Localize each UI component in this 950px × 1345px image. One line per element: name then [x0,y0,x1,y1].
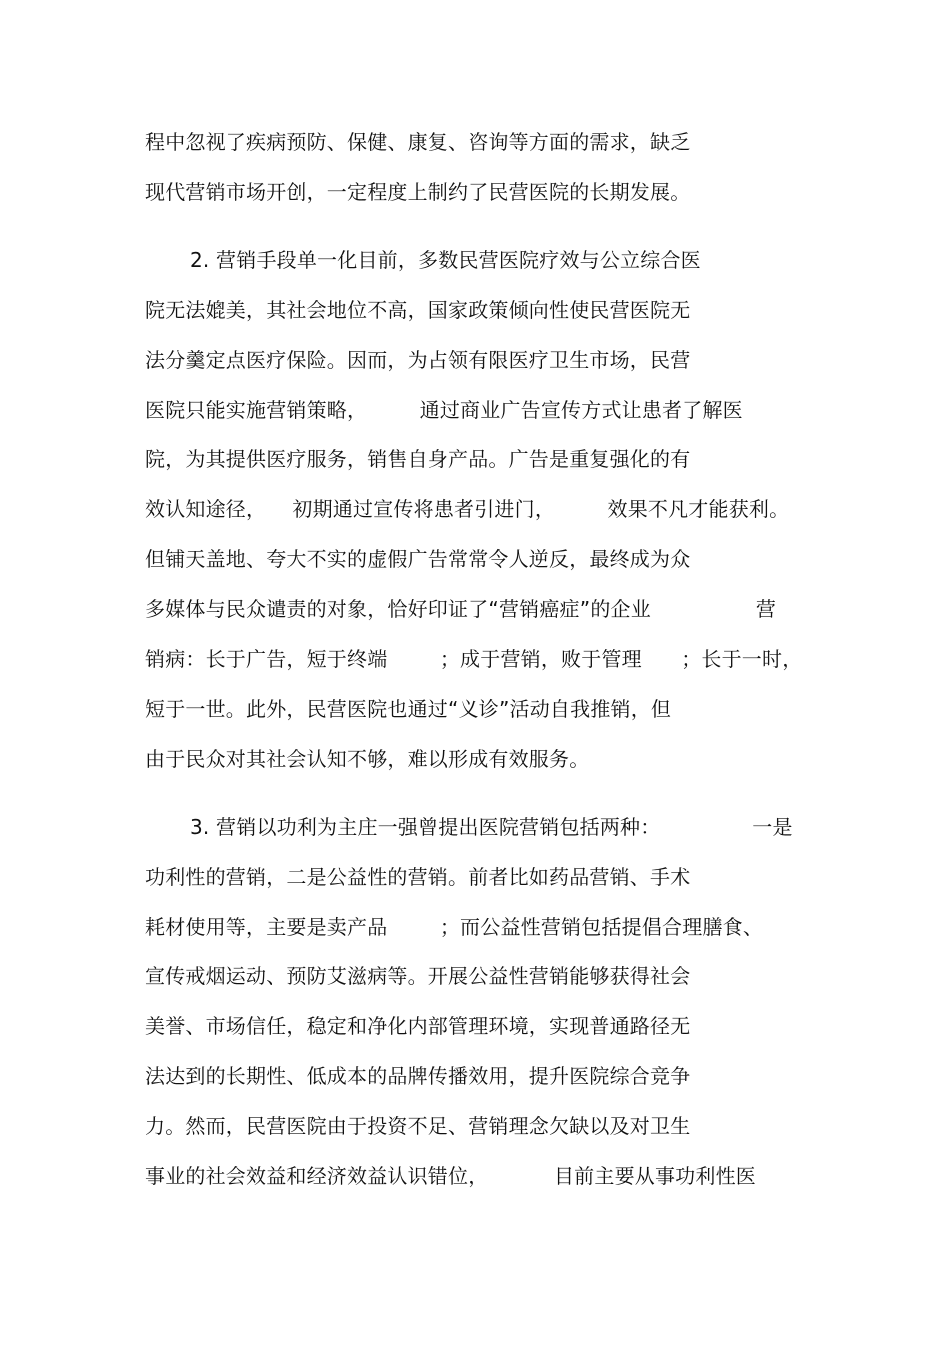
text-line: 法达到的长期性、低成本的品牌传播效用，提升医院综合竞争 [145,1064,691,1088]
text-line: 院，为其提供医疗服务，销售自身产品。广告是重复强化的有 [145,447,691,471]
text-line: 短于一世。此外，民营医院也通过“义诊”活动自我推销，但 [145,697,672,721]
text-line: 事业的社会效益和经济效益认识错位， 目前主要从事功利性医 [145,1164,756,1188]
text-line: 院无法媲美，其社会地位不高，国家政策倾向性使民营医院无 [145,298,691,322]
text-line: 力。然而，民营医院由于投资不足、营销理念欠缺以及对卫生 [145,1114,691,1138]
text-line: 程中忽视了疾病预防、保健、康复、咨询等方面的需求，缺乏 [145,130,691,154]
text-line: 美誉、市场信任，稳定和净化内部管理环境，实现普通路径无 [145,1014,691,1038]
text-line: 宣传戒烟运动、预防艾滋病等。开展公益性营销能够获得社会 [145,964,691,988]
text-line: 销病：长于广告，短于终端 ；成于营销，败于管理 ；长于一时， [145,647,803,671]
paragraph-heading-3: 3. 营销以功利为主庄一强曾提出医院营销包括两种： 一是 [190,815,793,839]
text-line: 现代营销市场开创，一定程度上制约了民营医院的长期发展。 [145,180,691,204]
text-line: 耗材使用等，主要是卖产品 ；而公益性营销包括提倡合理膳食、 [145,915,764,939]
text-line: 但铺天盖地、夸大不实的虚假广告常常令人逆反，最终成为众 [145,547,691,571]
text-line: 法分羹定点医疗保险。因而，为占领有限医疗卫生市场，民营 [145,348,691,372]
paragraph-heading-2: 2. 营销手段单一化目前，多数民营医院疗效与公立综合医 [190,248,701,272]
text-line: 医院只能实施营销策略， 通过商业广告宣传方式让患者了解医 [145,398,743,422]
text-line: 效认知途径， 初期通过宣传将患者引进门， 效果不凡才能获利。 [145,497,790,521]
text-line: 多媒体与民众谴责的对象，恰好印证了“营销癌症”的企业 营 [145,597,777,621]
text-line: 功利性的营销，二是公益性的营销。前者比如药品营销、手术 [145,865,691,889]
text-line: 由于民众对其社会认知不够，难以形成有效服务。 [145,747,590,771]
